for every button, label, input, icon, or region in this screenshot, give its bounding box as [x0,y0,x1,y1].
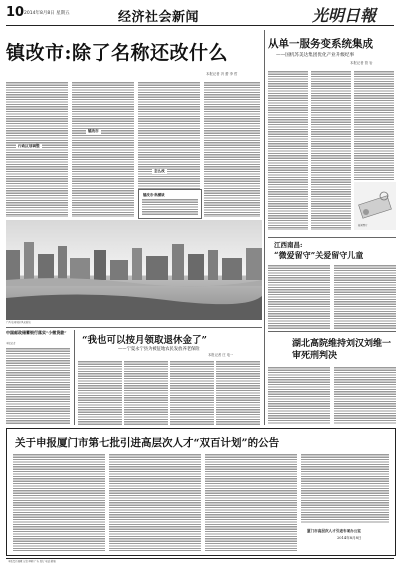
city-skyline-image [6,220,262,320]
pension-subtitle: ——宁夏永宁县为被征地农民发放养老保险 [118,347,200,352]
hubei-article [268,336,396,426]
jiangxi-subtitle: “微爱留守”关爱留守儿童 [274,250,364,260]
photo-caption: 广西·钦州城市风光新貌 [6,321,31,324]
column-divider [264,30,265,425]
footer-info: 本版责任编辑 记者 印刷 广告 发行 电话 邮编 [8,560,56,563]
top-right-title: 从单一服务变系统集成 [268,38,373,50]
lead-col-1 [6,81,68,217]
top-right-article [268,30,396,250]
notice-org: 厦门市高层次人才引进专项办公室 [307,529,361,533]
issue-date: 2014年8月8日 星期五 [24,11,70,16]
jiangxi-title: 江西南昌: [274,241,303,249]
bank-title: 中国邮政储蓄银行落实“小微贷款” [6,330,67,335]
lead-subhead-2: 镇改市 [88,129,99,133]
lead-title: 镇改市:除了名称还改什么 [6,42,229,64]
key-card-icon [354,182,396,230]
lead-subhead-1: 行政区划调整 [18,144,40,148]
page-header [0,0,400,30]
top-right-caption: 新闻图片 [358,224,368,227]
lead-sidebar-title: 镇改市·纵横谈 [143,193,165,197]
lead-col-2 [72,81,134,217]
lead-article [6,29,262,219]
top-right-illustration [354,182,396,230]
jiangxi-article [268,240,396,332]
pension-byline: 本报记者 庄 电一 [208,353,234,357]
hubei-title: 湖北高院维持刘汉刘维一审死刑判决 [292,339,392,361]
pension-title: “我也可以按月领取退休金了” [82,335,207,346]
bank-article [6,330,72,425]
pension-article [78,330,262,425]
lead-sidebar [138,189,202,219]
city-photo [6,220,262,320]
lead-byline: 本报记者 冯 蕾 李 哲 [206,72,238,76]
top-right-byline: 本报记者 管 岩 [350,61,373,65]
notice-date: 2014年8月8日 [337,536,362,540]
notice-title: 关于申报厦门市第七批引进高层次人才“双百计划”的公告 [15,437,280,449]
bank-byline: 本报记者 [6,342,16,345]
page-number: 10 [6,5,25,20]
lead-subhead-3: 怎么改 [154,169,165,173]
section-title: 经济社会新闻 [118,10,200,25]
masthead-logo: 光明日報 [312,6,377,25]
header-rule [6,25,394,26]
notice-box [6,428,396,556]
top-right-subtitle: ——国机苏美达集团优化产业升级纪事 [276,53,355,58]
lead-col-4 [204,81,260,217]
